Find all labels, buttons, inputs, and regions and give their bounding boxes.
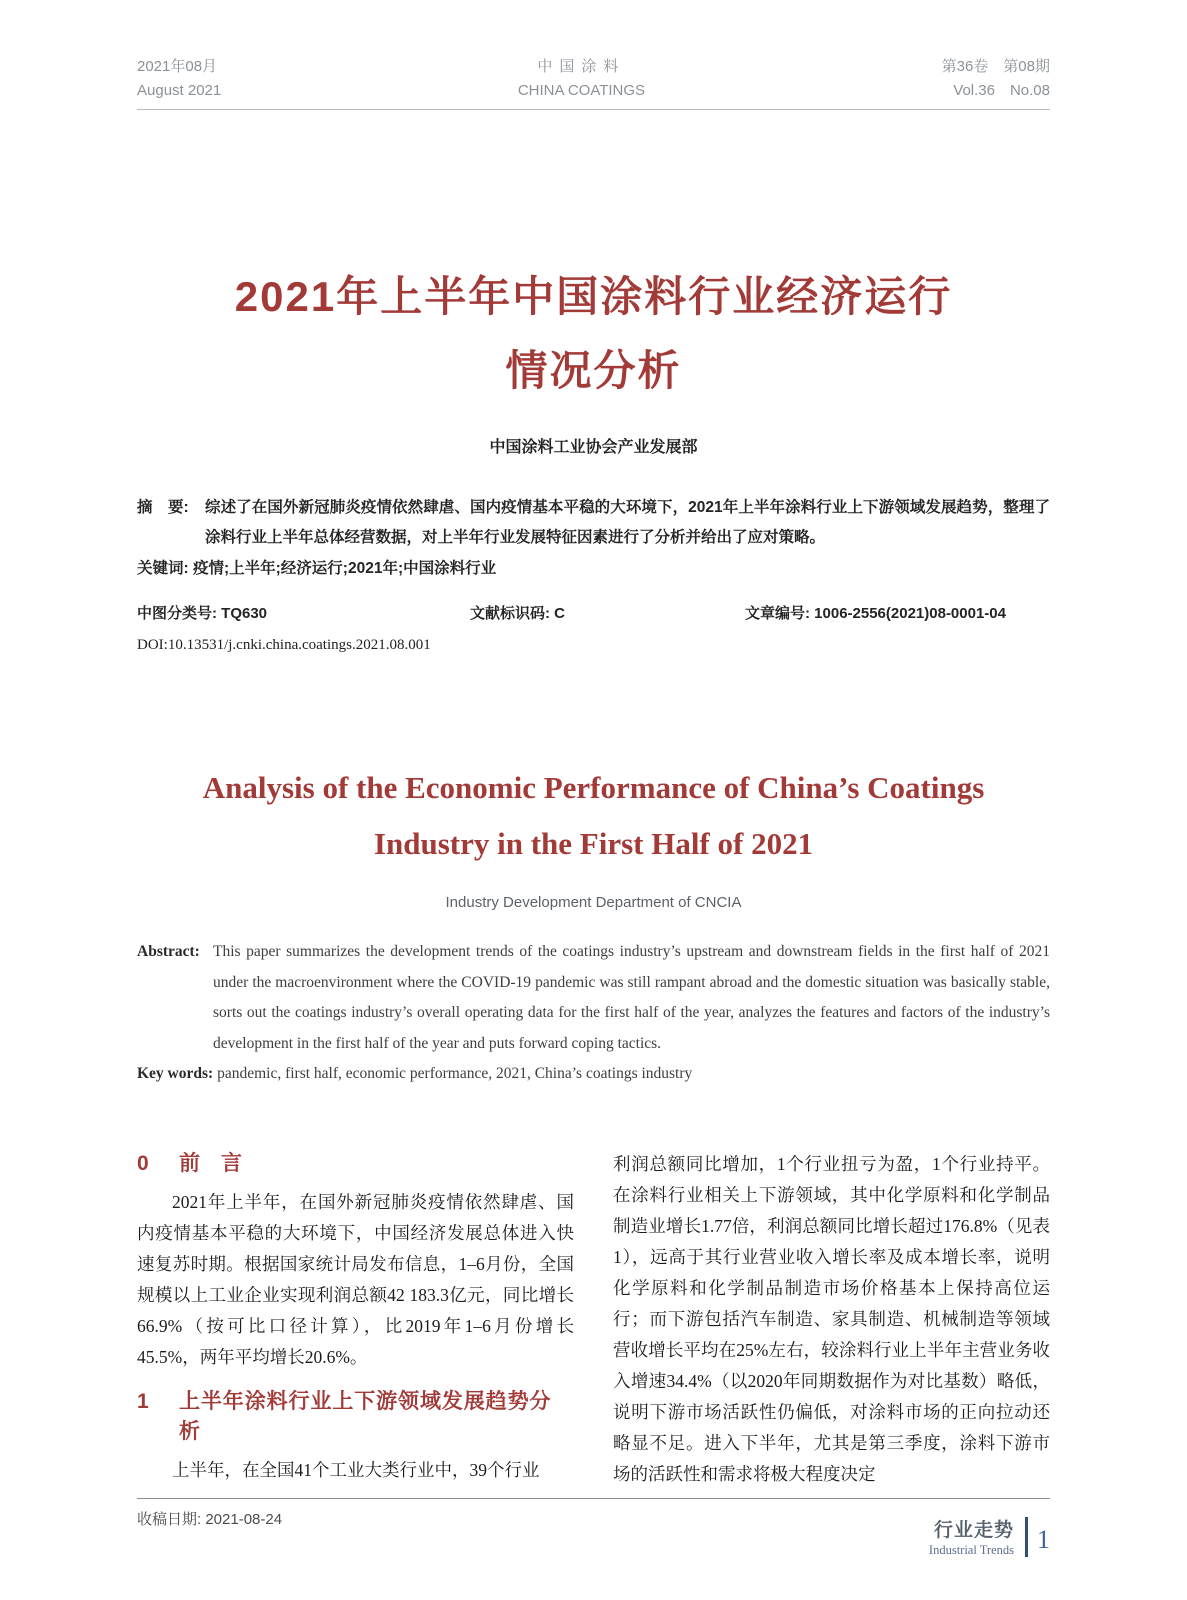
- header-issue-en: Vol.36 No.08: [953, 82, 1050, 99]
- received-date: 收稿日期: 2021-08-24: [137, 1511, 283, 1528]
- footer-column-labels: [929, 1515, 1014, 1558]
- doi: DOI:10.13531/j.cnki.china.coatings.2021.08.001: [137, 637, 431, 653]
- classification-meta: [137, 602, 1050, 623]
- journal-header: [137, 55, 1050, 110]
- abstract-cn-text: 综述了在国外新冠肺炎疫情依然肆虐、国内疫情基本平稳的大环境下，2021年上半年涂料行业上下游领域发展趋势，整理了涂料行业上半年总体经营数据，对上半年行业发展特征因素进行了分析并给出了应对策略。: [205, 499, 1050, 546]
- keywords-en-label: Key words:: [137, 1065, 214, 1082]
- footer-column-name-en: Industrial Trends: [928, 1543, 1014, 1557]
- article-title-en: [137, 760, 1050, 872]
- page-number: 1: [1037, 1524, 1050, 1554]
- header-journal-cn: 中国涂料: [537, 58, 626, 75]
- header-issue-cn: 第36卷 第08期: [941, 58, 1050, 75]
- keywords-cn: [137, 554, 1050, 584]
- article-title-en-line2: Industry in the First Half of 2021: [373, 826, 814, 861]
- section-1-number: 1: [137, 1390, 149, 1413]
- section-0-heading: [137, 1149, 574, 1179]
- clc-number: 中图分类号: TQ630: [137, 605, 268, 622]
- article-author-cn: 中国涂料工业协会产业发展部: [489, 439, 698, 456]
- section-1-first-line: 上半年，在全国41个工业大类行业中，39个行业: [172, 1460, 540, 1480]
- article-title-cn-line1: 2021年上半年中国涂料行业经济运行: [234, 273, 953, 320]
- article-title-cn-line2: 情况分析: [505, 347, 682, 394]
- intro-paragraph: 2021年上半年，在国外新冠肺炎疫情依然肆虐、国内疫情基本平稳的大环境下，中国经济发展总体进入快速复苏时期。根据国家统计局发布信息，1–6月份，全国规模以上工业企业实现利润总额42 183.3亿元，同比增长66.9%（按可比口径计算），比2019年1–6月份增长45.5%，两年平均增长20.6%。: [137, 1192, 574, 1367]
- section-1-heading: [137, 1387, 574, 1447]
- body-columns: [137, 1149, 1050, 1490]
- column-left: [137, 1149, 574, 1490]
- header-journal-en: CHINA COATINGS: [517, 82, 646, 99]
- header-issue: [942, 55, 1050, 103]
- abstract-en-label: Abstract:: [137, 943, 200, 960]
- section-0-title: 前 言: [179, 1152, 242, 1175]
- footer-divider: [1025, 1517, 1028, 1557]
- page-footer: [929, 1515, 1050, 1558]
- abstract-cn: [137, 493, 1050, 553]
- header-date-cn: 2021年08月: [137, 58, 218, 75]
- header-date: [137, 55, 221, 103]
- section-1-title: 上半年涂料行业上下游领域发展趋势分析: [179, 1390, 551, 1443]
- column-right: [613, 1149, 1050, 1490]
- header-journal-title: [518, 55, 645, 103]
- continuation-paragraph: 利润总额同比增加，1个行业扭亏为盈，1个行业持平。在涂料行业相关上下游领域，其中化学原料和化学制品制造业增长1.77倍，利润总额同比增长超过176.8%（见表1），远高于其行业营业收入增长率及成本增长率，说明化学原料和化学制品制造市场价格基本上保持高位运行；而下游包括汽车制造、家具制造、机械制造等领域营收增长平均在25%左右，较涂料行业上半年主营业务收入增速34.4%（以2020年同期数据作为对比基数）略低，说明下游市场活跃性仍偏低，对涂料市场的正向拉动还略显不足。进入下半年，尤其是第三季度，涂料下游市场的活跃性和需求将极大程度决定: [613, 1154, 1050, 1484]
- keywords-cn-label: 关键词:: [137, 560, 189, 577]
- article-author-en: Industry Development Department of CNCIA: [445, 894, 742, 911]
- keywords-en: [137, 1059, 1050, 1089]
- abstract-en-text: This paper summarizes the development trends of the coatings industry’s upstream and downstream fields in the first half of 2021 under the macroenvironment where the COVID-19 pandemic was still rampant abroad and the domestic situation was basically stable, sorts out the coatings industry’s overall operating data for the first half of the year, analyzes the features and factors of the industry’s development in the first half of the year and puts forward coping tactics.: [213, 943, 1050, 1052]
- article-id: 文章编号: 1006-2556(2021)08-0001-04: [745, 605, 1006, 622]
- article-title-en-line1: Analysis of the Economic Performance of China’s Coatings: [202, 770, 985, 805]
- header-date-en: August 2021: [137, 82, 222, 99]
- footer-column-name-cn: 行业走势: [933, 1520, 1014, 1541]
- document-code: 文献标识码: C: [470, 605, 565, 622]
- keywords-cn-text: 疫情;上半年;经济运行;2021年;中国涂料行业: [192, 560, 497, 577]
- keywords-en-text: pandemic, first half, economic performance, 2021, China’s coatings industry: [217, 1065, 693, 1082]
- section-0-number: 0: [137, 1152, 149, 1175]
- abstract-cn-label: 摘 要:: [137, 499, 189, 516]
- article-title-cn: [137, 260, 1050, 408]
- abstract-en: [137, 937, 1050, 1059]
- footnote-rule: [137, 1498, 1050, 1499]
